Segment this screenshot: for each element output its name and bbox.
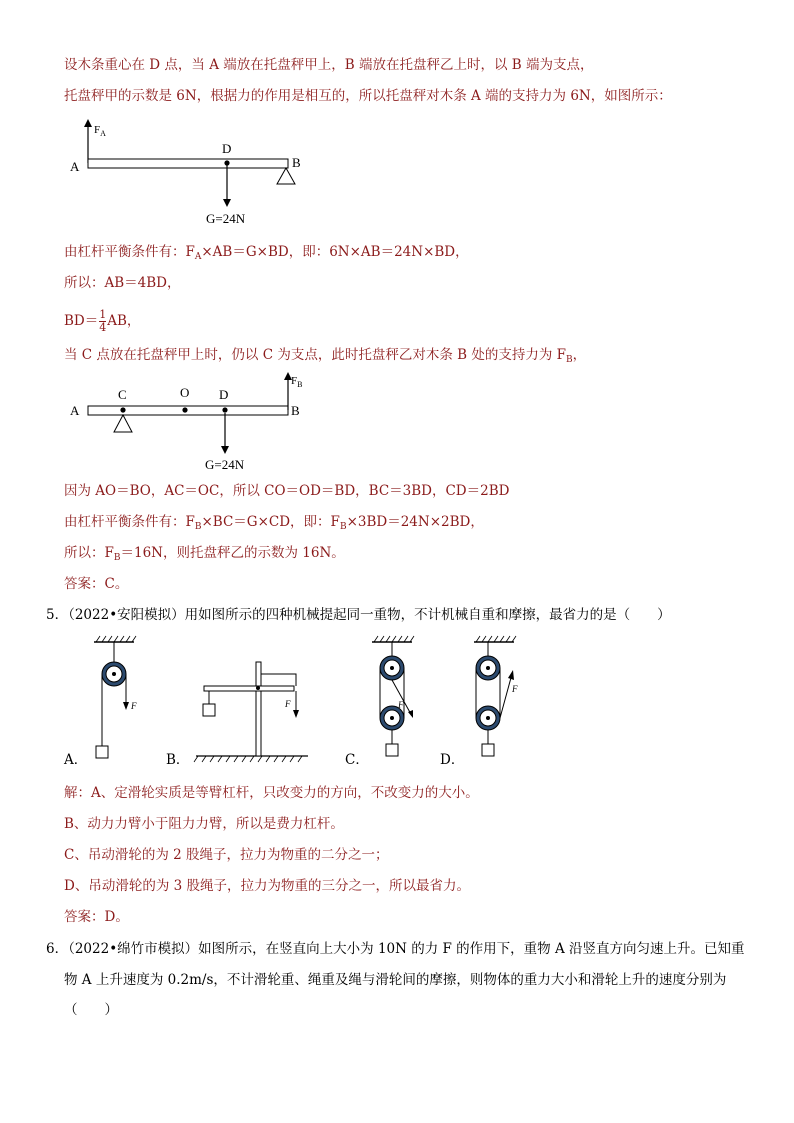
point-d [224,160,229,165]
option-b-figure [192,656,312,764]
lever-bar [88,406,288,415]
fulcrum-triangle [114,415,132,432]
label-c: C [118,387,127,402]
solution-5-line-3: C、吊动滑轮的为 2 股绳子，拉力为物重的二分之一； [64,847,389,863]
equation-line-5: 所以：$F_B=16N$，则托盘秤乙的示数为 16N。 [64,545,345,563]
option-c-label[interactable]: C． [345,752,369,768]
solution-5-line-1: 解：A、定滑轮实质是等臂杠杆，只改变力的方向，不改变力的大小。 [64,785,479,801]
answer-5: 答案：D。 [64,909,129,925]
force-fb-label: $F_B$ [291,375,303,389]
option-a-figure [88,636,148,766]
svg-text:F: F [131,701,137,711]
label-d: D [222,141,232,156]
svg-text:F: F [512,684,518,694]
weight-box [203,704,215,716]
option-b-label[interactable]: B． [166,752,190,768]
equation-line-3: BD＝ $\frac{1}{4}$ AB， [64,308,141,334]
weight-box [482,744,494,756]
gravity-label: G=24N [206,211,246,226]
fulcrum-triangle [277,168,295,184]
weight-box [386,744,398,756]
option-d-figure [468,636,528,766]
label-a: A [70,159,80,174]
point-d [222,407,227,412]
answer-4: 答案：C。 [64,576,129,592]
question-6-line-2: 物 A 上升速度为 0.2m/s，不计滑轮重、绳重及绳与滑轮间的摩擦，则物体的重力大小和滑轮上升的速度分别为 [64,972,727,988]
solution-line-1: 设木条重心在 D 点，当 A 端放在托盘秤甲上，B 端放在托盘秤乙上时，以 B 端为支点， [64,57,594,73]
force-fa-label: $F_A$ [94,124,106,138]
equation-line-1: 由杠杆平衡条件有：$F_A\times AB=G\times BD$，即：6N×AB＝24N×BD， [64,244,469,262]
solution-line-3: 当 C 点放在托盘秤甲上时，仍以 C 为支点，此时托盘秤乙对木条 B 处的支持力为 $F_B$， [64,347,587,365]
solution-5-line-2: B、动力力臂小于阻力力臂，所以是费力杠杆。 [64,816,344,832]
svg-text:F: F [398,700,404,710]
lever-figure-2 [60,370,320,480]
label-a: A [70,403,80,418]
lever-bar [88,159,288,168]
equation-line-4: 由杠杆平衡条件有：$F_B\times BC=G\times CD$，即：$F_B\times 3BD=24N\times 2BD$， [64,514,484,532]
point-c [120,407,125,412]
label-b: B [292,155,301,170]
option-c-figure [366,636,426,766]
option-d-label[interactable]: D． [440,752,465,768]
weight-box [96,746,108,758]
lever-figure-1 [60,115,320,230]
point-o [182,407,187,412]
gravity-label: G=24N [205,457,245,472]
svg-text:F: F [285,699,291,709]
solution-line-2: 托盘秤甲的示数是 6N，根据力的作用是相互的，所以托盘秤对木条 A 端的支持力为 6N，如图所示： [64,88,672,104]
label-b: B [291,403,300,418]
question-6-line-3: （ ） [64,1002,118,1018]
equation-line-2: 所以：AB＝4BD， [64,275,181,291]
label-d: D [219,387,229,402]
question-6-line-1: 6．（2022•绵竹市模拟）如图所示，在竖直向上大小为 10N 的力 F 的作用下，重物 A 沿竖直方向匀速上升。已知重 [46,941,745,957]
option-a-label[interactable]: A． [64,752,88,768]
question-5: 5．（2022•安阳模拟）用如图所示的四种机械提起同一重物，不计机械自重和摩擦，最省力的是（ ） [46,607,671,623]
solution-line-4: 因为 AO＝BO，AC＝OC，所以 CO＝OD＝BD，BC＝3BD，CD＝2BD [64,483,510,499]
label-o: O [180,385,190,400]
solution-5-line-4: D、吊动滑轮的为 3 股绳子，拉力为物重的三分之一，所以最省力。 [64,878,470,894]
